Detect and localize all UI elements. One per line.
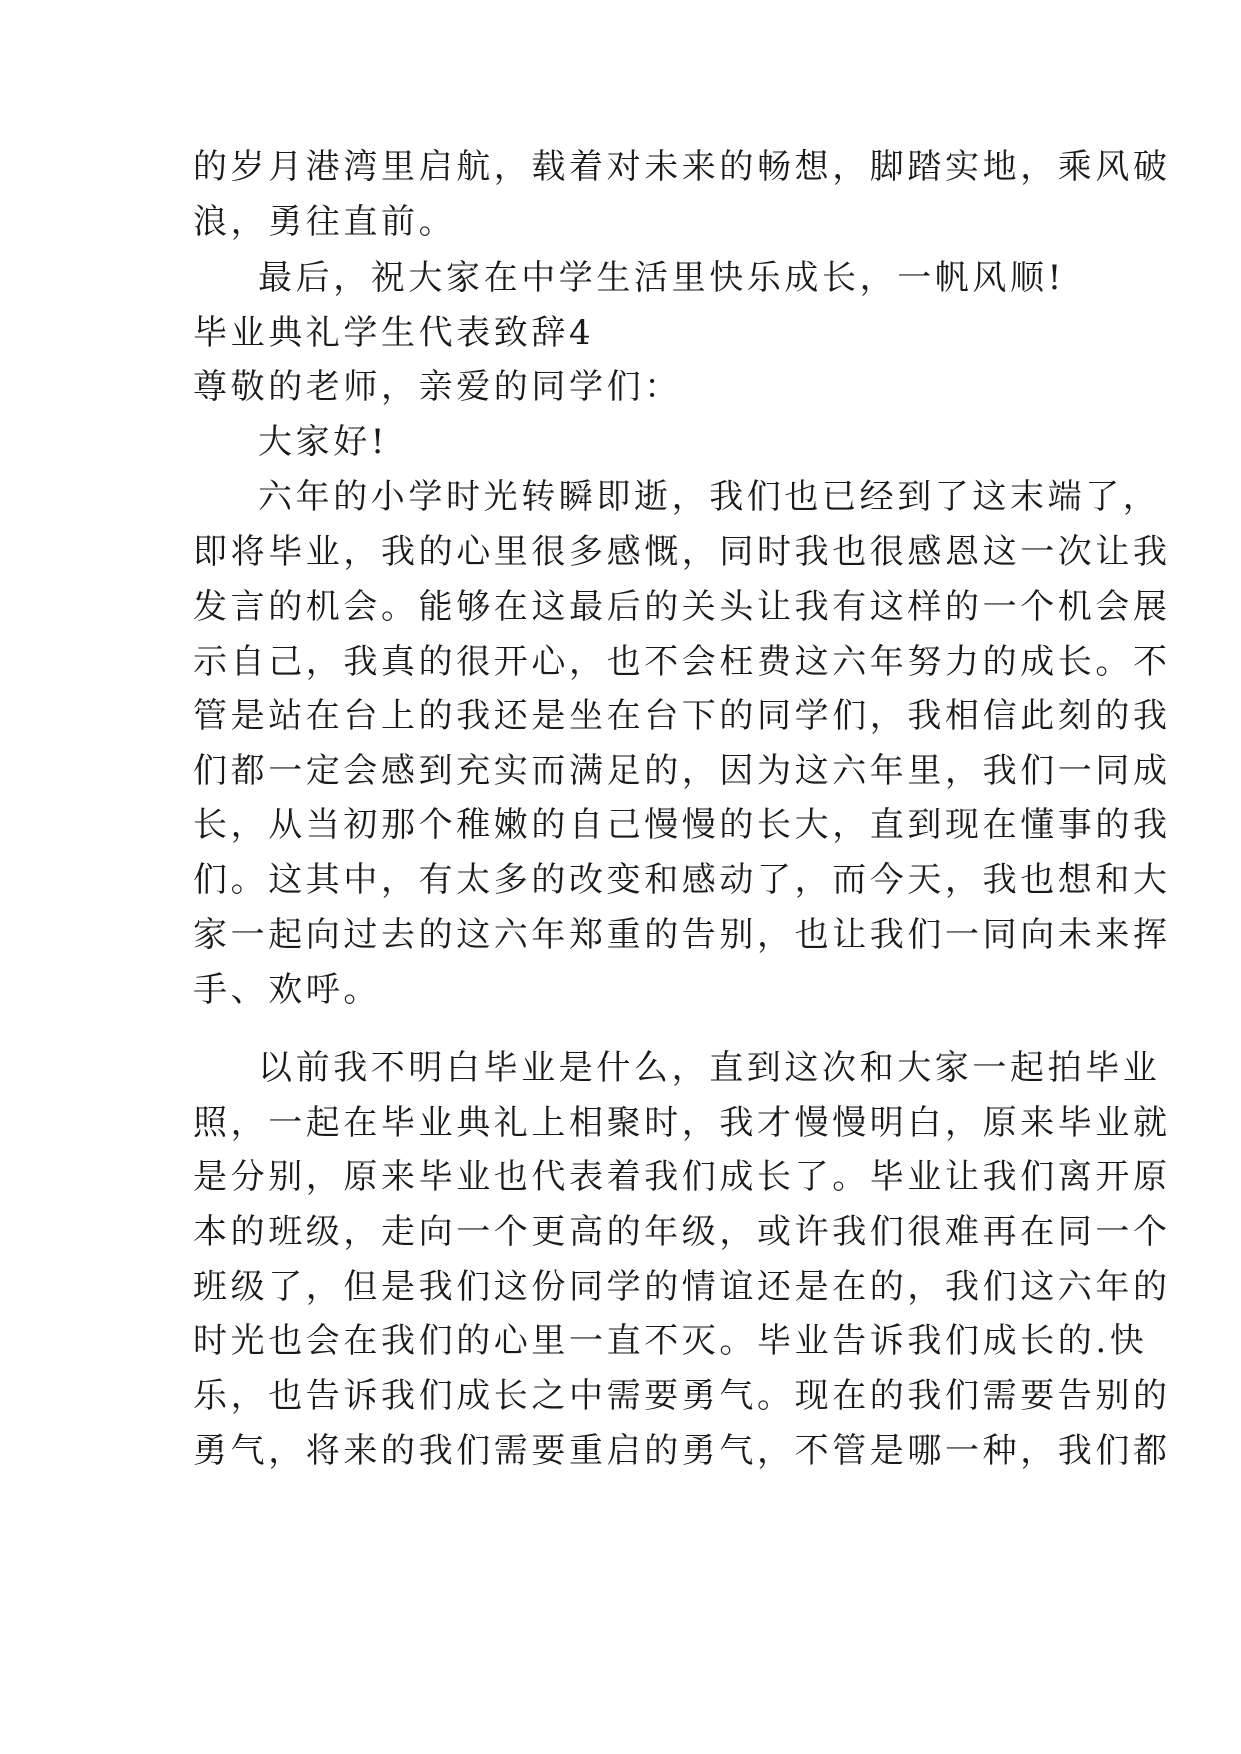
text-line: 时光也会在我们的心里一直不灭。毕业告诉我们成长的.快 bbox=[193, 1321, 1148, 1361]
text-line: 家一起向过去的这六年郑重的告别，也让我们一同向未来挥 bbox=[193, 915, 1171, 955]
greeting: 大家好! bbox=[258, 422, 389, 462]
text-line: 六年的小学时光转瞬即逝，我们也已经到了这末端了， bbox=[258, 477, 1161, 517]
text-line: 是分别，原来毕业也代表着我们成长了。毕业让我们离开原 bbox=[193, 1157, 1171, 1197]
text-line: 即将毕业，我的心里很多感慨，同时我也很感恩这一次让我 bbox=[193, 532, 1171, 572]
text-line: 们都一定会感到充实而满足的，因为这六年里，我们一同成 bbox=[193, 751, 1171, 791]
text-line: 长，从当初那个稚嫩的自己慢慢的长大，直到现在懂事的我 bbox=[193, 805, 1171, 845]
text-line: 最后，祝大家在中学生活里快乐成长，一帆风顺! bbox=[258, 258, 1065, 298]
text-line: 手、欢呼。 bbox=[193, 970, 381, 1010]
text-line: 本的班级，走向一个更高的年级，或许我们很难再在同一个 bbox=[193, 1212, 1171, 1252]
salutation: 尊敬的老师，亲爱的同学们： bbox=[193, 367, 682, 407]
text-line: 班级了，但是我们这份同学的情谊还是在的，我们这六年的 bbox=[193, 1267, 1171, 1307]
text-line: 管是站在台上的我还是坐在台下的同学们，我相信此刻的我 bbox=[193, 696, 1171, 736]
text-line: 以前我不明白毕业是什么，直到这次和大家一起拍毕业 bbox=[258, 1048, 1161, 1088]
text-line: 示自己，我真的很开心，也不会枉费这六年努力的成长。不 bbox=[193, 642, 1171, 682]
text-line: 们。这其中，有太多的改变和感动了，而今天，我也想和大 bbox=[193, 860, 1171, 900]
text-line: 照，一起在毕业典礼上相聚时，我才慢慢明白，原来毕业就 bbox=[193, 1103, 1171, 1143]
text-line: 发言的机会。能够在这最后的关头让我有这样的一个机会展 bbox=[193, 587, 1171, 627]
text-line: 乐，也告诉我们成长之中需要勇气。现在的我们需要告别的 bbox=[193, 1376, 1171, 1416]
text-line: 勇气，将来的我们需要重启的勇气，不管是哪一种，我们都 bbox=[193, 1431, 1171, 1471]
section-heading: 毕业典礼学生代表致辞4 bbox=[193, 313, 595, 353]
text-line: 的岁月港湾里启航，载着对未来的畅想，脚踏实地，乘风破 bbox=[193, 147, 1171, 187]
text-line: 浪，勇往直前。 bbox=[193, 202, 457, 242]
